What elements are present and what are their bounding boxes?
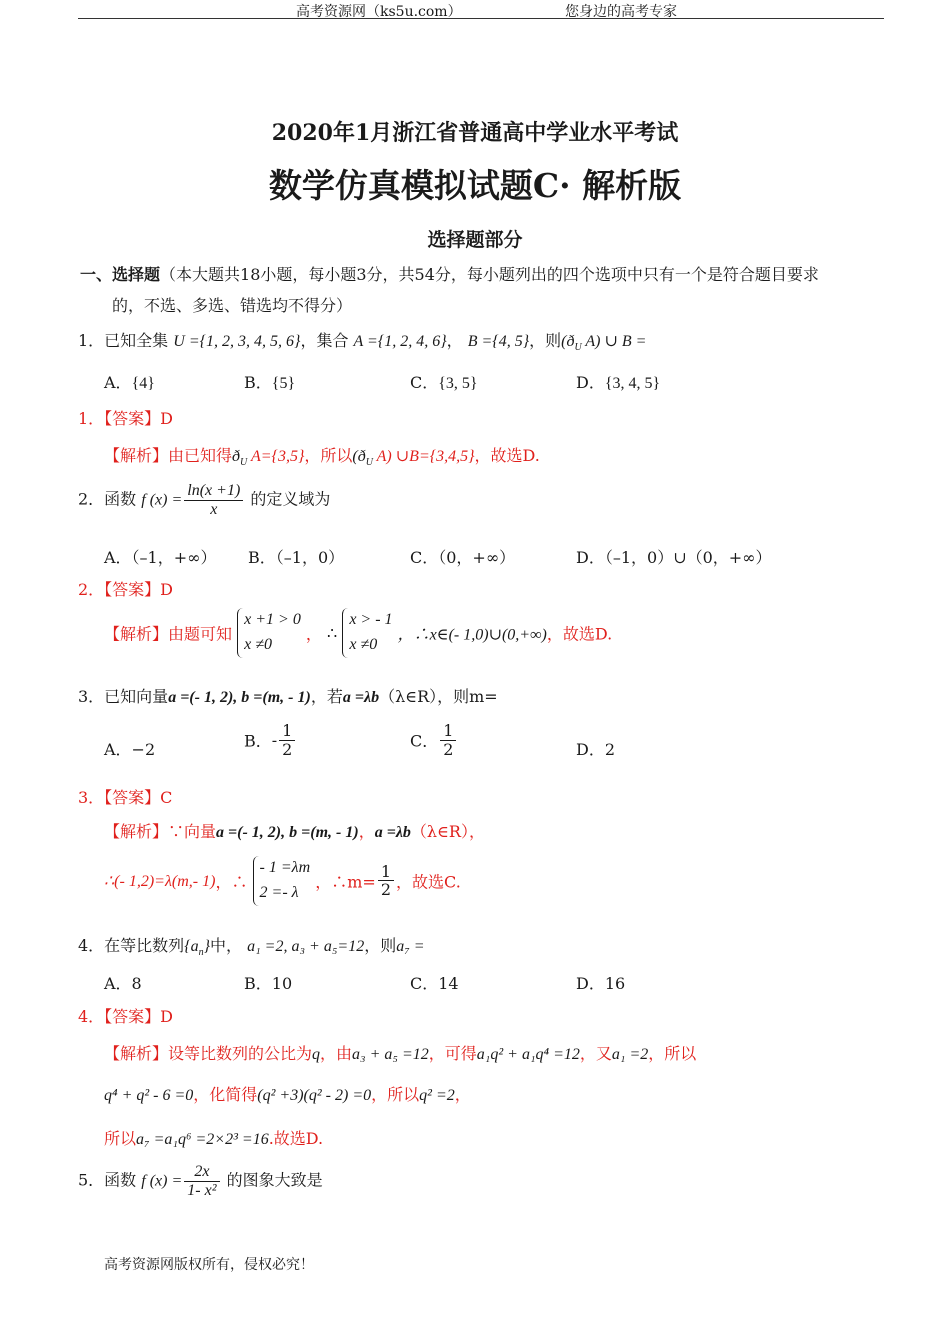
q4-analysis-2: q⁴ + q² - 6 =0，化简得(q² +3)(q² - 2) =0，所以q² =2， xyxy=(104,1085,471,1104)
q4-option-a: A．8 xyxy=(104,974,142,993)
q1-then: ，则 xyxy=(529,331,562,350)
q1-set-b: B ={4, 5} xyxy=(467,333,530,350)
q3-option-d: D．2 xyxy=(576,740,616,759)
q2-analysis: 【解析】由题可知 x +1 > 0 x ≠0 ， ∴ x > - 1 x ≠0 ，∴x∈(- 1,0)∪(0,+∞)，故选D. xyxy=(104,608,612,658)
q4-analysis-3: 所以a₇ =a₁q⁶ =2×2³ =16.故选D. xyxy=(104,1129,324,1148)
paper-title: 数学仿真模拟试题C· 解析版 xyxy=(268,166,682,205)
question-3-stem: 3．已知向量a =(- 1, 2), b =(m, - 1)，若a =λb（λ∈R），则m= xyxy=(78,687,498,706)
q3-option-c: C． $\frac{1}{2}$ xyxy=(410,722,458,758)
q1-expr: ($ð_U$ A) ∪ B = xyxy=(561,333,647,354)
q3-option-b: B．- $\frac{1}{2}$ xyxy=(244,722,297,758)
q1-set-a: A ={1, 2, 4, 6} xyxy=(353,333,447,350)
section-label: 一、选择题 xyxy=(80,265,161,284)
q2-option-a: A．（–1，+∞） xyxy=(104,548,217,567)
intro-text-2: 的，不选、多选、错选均不得分） xyxy=(112,296,353,315)
section-intro xyxy=(80,262,819,285)
header-site: 高考资源网（ks5u.com） xyxy=(296,4,462,20)
q3-answer: 3．【答案】C xyxy=(78,788,173,807)
q3-analysis-2: ∴(- 1,2)=λ(m,- 1)，∴ - 1 =λm 2 =- λ ，∴m= $\frac{1}{2}$ ，故选C. xyxy=(104,856,461,906)
intro-text-1: （本大题共18小题，每小题3分，共54分，每小题列出的四个选项中只有一个是符合题目要求 xyxy=(160,265,819,284)
header-divider xyxy=(78,18,884,19)
q3-analysis-1: 【解析】∵向量a =(- 1, 2), b =(m, - 1)，a =λb（λ∈R）， xyxy=(104,822,485,841)
q1-set-u: U ={1, 2, 3, 4, 5, 6} xyxy=(173,333,301,350)
q4-option-d: D．16 xyxy=(576,974,626,993)
question-4-stem: 4．在等比数列$\{a_n\}$中， a₁ =2, a₃ + a₅=12，则a₇ = xyxy=(78,936,425,959)
exam-title: 2020年1月浙江省普通高中学业水平考试 xyxy=(271,120,679,146)
q4-analysis-1: 【解析】设等比数列的公比为q，由a₃ + a₅ =12，可得a₁q² + a₁q⁴ =12，又a₁ =2，所以 xyxy=(104,1044,697,1063)
q1-option-c: C．{3, 5} xyxy=(410,373,478,392)
question-5-stem: 5．函数 f (x) = $\frac{2x}{\text{1- x²}}$ 的图象大致是 xyxy=(78,1163,323,1199)
q1-answer: 1．【答案】D xyxy=(78,409,174,428)
q1-analysis: 【解析】由已知得$ð_U$ A={3,5}，所以($ð_U$ A) ∪B={3,4,5}，故选D. xyxy=(104,446,540,469)
q2-answer: 2．【答案】D xyxy=(78,580,174,599)
footer-copyright: 高考资源网版权所有，侵权必究！ xyxy=(104,1257,314,1273)
q4-answer: 4．【答案】D xyxy=(78,1007,174,1026)
question-2-stem: 2．函数 f (x) = $\frac{\ln(x +1)}{x}$ 的定义域为 xyxy=(78,482,331,518)
q4-option-c: C．14 xyxy=(410,974,459,993)
q1-option-b: B．{5} xyxy=(244,373,296,392)
q1-mid: ，集合 xyxy=(300,331,349,350)
q2-option-c: C．（0，+∞） xyxy=(410,548,516,567)
q3-option-a: A．−2 xyxy=(104,740,156,759)
q2-fraction: $\frac{\ln(x +1)}{x}$ xyxy=(184,482,243,518)
q5-fraction: $\frac{2x}{\text{1- x²}}$ xyxy=(184,1163,219,1199)
q2-option-b: B．（–1，0） xyxy=(248,548,345,567)
q1-option-a: A．{4} xyxy=(104,373,155,392)
q2-option-d: D．（–1，0）∪（0，+∞） xyxy=(576,548,772,567)
section-title: 选择题部分 xyxy=(427,229,523,251)
q4-option-b: B．10 xyxy=(244,974,293,993)
q1-option-d: D．{3, 4, 5} xyxy=(576,373,661,392)
q1-stem-text: 1．已知全集 xyxy=(78,331,169,350)
header-slogan: 您身边的高考专家 xyxy=(565,4,677,20)
question-1-stem: 1．已知全集 U ={1, 2, 3, 4, 5, 6}，集合 A ={1, 2, 4, 6}， B ={4, 5}，则($ð_U$ A) ∪ B = xyxy=(78,331,647,354)
